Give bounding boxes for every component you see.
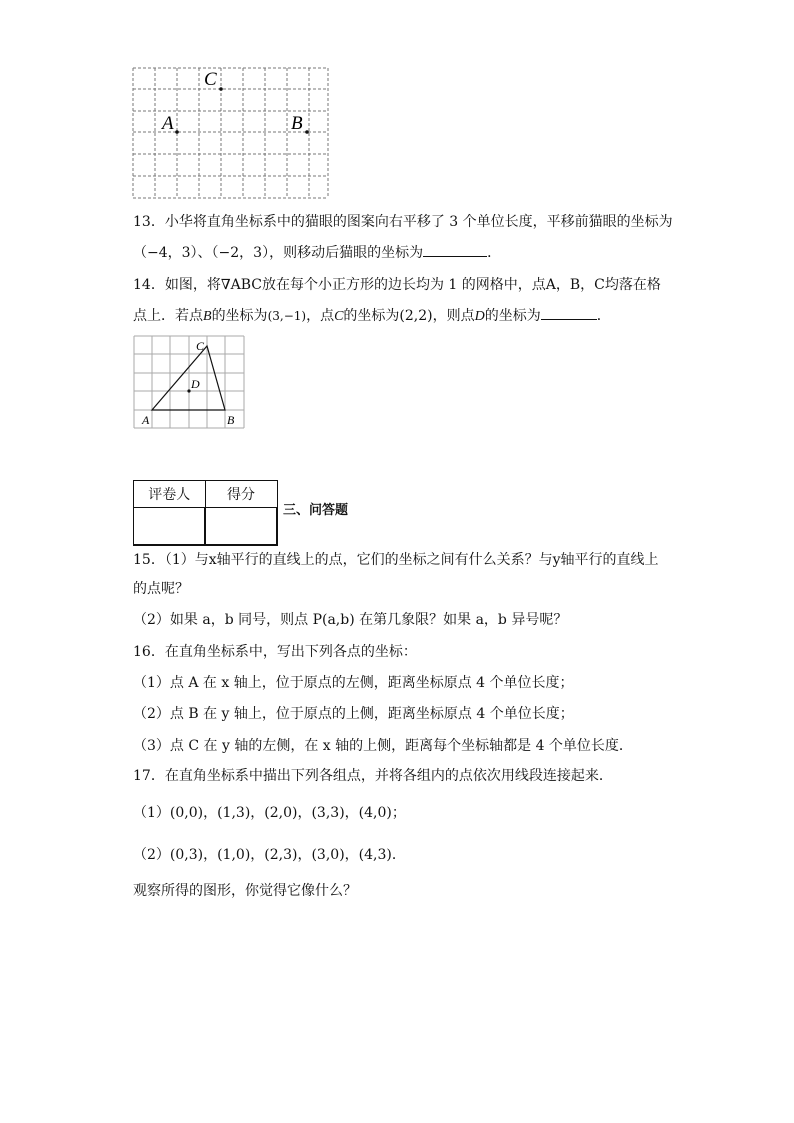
q15-line3: （2）如果 a，b 同号，则点 P(a,b) 在第几象限？如果 a，b 异号呢？ <box>133 612 568 628</box>
q14-line1: 14．如图，将∇ABC放在每个小正方形的边长均为 1 的网格中，点A，B，C均落在格 <box>133 277 661 293</box>
q14-coord-b: (3,−1) <box>267 309 307 323</box>
q17-line4: 观察所得的图形，你觉得它像什么？ <box>133 883 357 899</box>
q14-line2-c: ，点 <box>306 308 335 324</box>
q14-line2-a: 点上．若点 <box>133 308 203 324</box>
answer-blank-14 <box>541 305 597 320</box>
q13-line2-text: （−4，3）、（−2，3），则移动后猫眼的坐标为 <box>133 245 424 261</box>
q16-line2: （1）点 A 在 x 轴上，位于原点的左侧，距离坐标原点 4 个单位长度； <box>133 675 574 691</box>
score-table-score-header: 得分 <box>205 481 277 508</box>
score-table <box>133 480 278 546</box>
label-a: A <box>142 413 150 427</box>
score-table-grader-cell <box>134 508 206 546</box>
section-title: 三、问答题 <box>283 503 349 518</box>
label-c: C <box>204 69 217 90</box>
q14-line2-d: 的坐标为 <box>343 308 400 324</box>
q14-point-b: B <box>203 309 212 324</box>
q14-line2-e: ，则点 <box>432 308 475 324</box>
label-b: B <box>291 113 303 134</box>
q14-point-c: C <box>334 309 344 324</box>
q16-line4: （3）点 C 在 y 轴的左侧，在 x 轴的上侧，距离每个坐标轴都是 4 个单位长度． <box>133 738 633 754</box>
q17-line3: （2）(0,3)，(1,0)，(2,3)，(3,0)，(4,3)． <box>133 847 406 863</box>
q16-line1: 16．在直角坐标系中，写出下列各点的坐标： <box>133 644 417 660</box>
q14-line2 <box>133 305 611 327</box>
label-a: A <box>162 113 174 134</box>
q17-line1: 17．在直角坐标系中描出下列各组点，并将各组内的点依次用线段连接起来． <box>133 768 613 784</box>
label-d: D <box>191 377 200 391</box>
q16-line3: （2）点 B 在 y 轴上，位于原点的上侧，距离坐标原点 4 个单位长度； <box>133 706 574 722</box>
answer-blank-13 <box>423 242 487 257</box>
q14-line2-f: 的坐标为 <box>484 308 541 324</box>
q13-line1: 13．小华将直角坐标系中的猫眼的图案向右平移了 3 个单位长度，平移前猫眼的坐标为 <box>133 214 673 230</box>
label-c: C <box>196 339 205 353</box>
q14-line2-end: ． <box>596 308 611 324</box>
point-a <box>175 130 179 134</box>
q17-line2: （1）(0,0)，(1,3)，(2,0)，(3,3)，(4,0)； <box>133 805 406 821</box>
q15-line2: 的点呢？ <box>133 581 189 597</box>
q14-coord-c: (2,2) <box>399 308 433 324</box>
q14-point-d: D <box>474 309 485 324</box>
label-b: B <box>227 413 235 427</box>
q15-line1: 15．（1）与x轴平行的直线上的点，它们的坐标之间有什么关系？与y轴平行的直线上 <box>133 552 659 568</box>
point-b <box>305 130 309 134</box>
q14-line2-b: 的坐标为 <box>211 308 268 324</box>
grid-figure-triangle <box>132 334 248 430</box>
score-table-grader-header: 评卷人 <box>134 481 206 508</box>
point-c <box>219 87 223 91</box>
grid-figure-abc <box>131 66 331 200</box>
q13-line2-end: ． <box>487 245 502 261</box>
score-table-score-cell <box>205 508 277 546</box>
q13-line2 <box>133 242 501 263</box>
